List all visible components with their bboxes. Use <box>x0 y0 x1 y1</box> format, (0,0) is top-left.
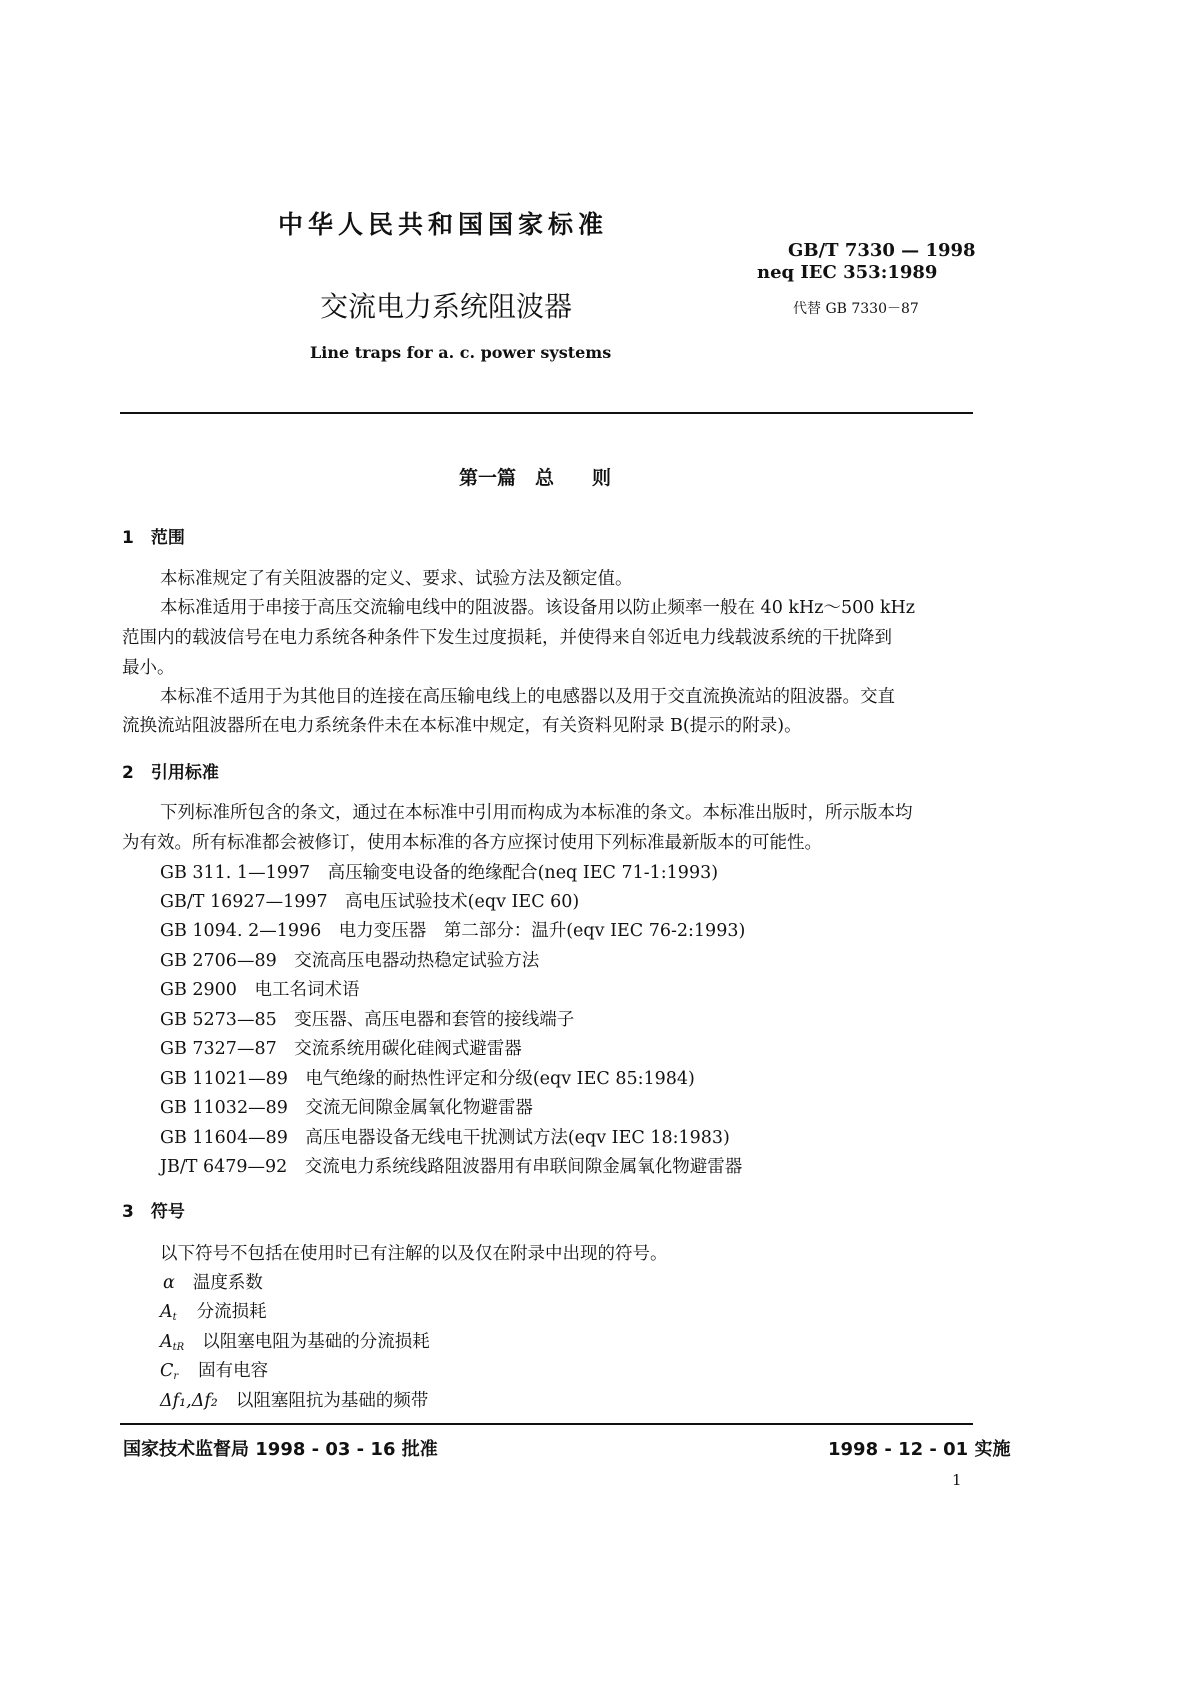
document-title: 交流电力系统阻波器 <box>320 290 573 323</box>
section-3-intro: 以下符号不包括在使用时已有注解的以及仅在附录中出现的符号。 <box>160 1244 668 1264</box>
section-2-para-line-1: 下列标准所包含的条文，通过在本标准中引用而构成为本标准的条文。本标准出版时，所示版本均 <box>160 803 913 823</box>
symbol-row <box>160 1360 268 1388</box>
reference-item: GB 11021—89 电气绝缘的耐热性评定和分级(eqv IEC 85:1984) <box>160 1069 695 1089</box>
part-title: 第一篇 总 则 <box>459 467 612 489</box>
symbol-description: 以阻塞阻抗为基础的频带 <box>235 1391 429 1411</box>
section-2-heading: 2 引用标准 <box>122 763 219 783</box>
symbol: Δf₁,Δf₂ <box>160 1391 218 1411</box>
section-1-para-3-line-1: 本标准不适用于为其他目的连接在高压输电线上的电感器以及用于交直流换流站的阻波器。交直 <box>160 687 895 707</box>
page-number: 1 <box>952 1471 962 1489</box>
reference-item: GB 311. 1—1997 高压输变电设备的绝缘配合(neq IEC 71-1:1993) <box>160 863 719 883</box>
symbol-description: 以阻塞电阻为基础的分流损耗 <box>202 1332 430 1352</box>
symbol: C <box>160 1361 174 1381</box>
reference-item: GB 7327—87 交流系统用碳化硅阀式避雷器 <box>160 1039 522 1059</box>
section-2-para-line-2: 为有效。所有标准都会被修订，使用本标准的各方应探讨使用下列标准最新版本的可能性。 <box>122 833 822 853</box>
section-1-para-3-line-2: 流换流站阻波器所在电力系统条件未在本标准中规定，有关资料见附录 B(提示的附录)。 <box>122 716 802 736</box>
symbol-description: 分流损耗 <box>196 1302 267 1322</box>
symbol-row <box>160 1301 267 1329</box>
national-standard-title: 中华人民共和国国家标准 <box>278 210 609 239</box>
approval-line: 国家技术监督局 1998 - 03 - 16 批准 <box>123 1439 438 1460</box>
section-1-para-2-line-2: 范围内的载波信号在电力系统各种条件下发生过度损耗，并使得来自邻近电力线载波系统的干扰降到 <box>122 628 892 648</box>
symbol-description: 固有电容 <box>198 1361 269 1381</box>
reference-item: JB/T 6479—92 交流电力系统线路阻波器用有串联间隙金属氧化物避雷器 <box>160 1157 743 1177</box>
reference-item: GB 5273—85 变压器、高压电器和套管的接线端子 <box>160 1010 575 1030</box>
symbol: A <box>160 1302 173 1322</box>
reference-item: GB/T 16927—1997 高电压试验技术(eqv IEC 60) <box>160 892 580 912</box>
symbol-subscript: t <box>172 1312 177 1323</box>
reference-item: GB 1094. 2—1996 电力变压器 第二部分：温升(eqv IEC 76-2:1993) <box>160 921 746 941</box>
header-rule <box>120 412 973 414</box>
reference-item: GB 11604—89 高压电器设备无线电干扰测试方法(eqv IEC 18:1983) <box>160 1128 730 1148</box>
equivalence-code: neq IEC 353:1989 <box>757 262 938 283</box>
symbol-subscript: r <box>173 1371 179 1382</box>
document-title-english: Line traps for a. c. power systems <box>310 343 612 362</box>
section-1-para-2-line-1: 本标准适用于串接于高压交流输电线中的阻波器。该设备用以防止频率一般在 40 kHz～500 kHz <box>160 598 916 618</box>
symbol-row <box>160 1331 430 1359</box>
section-1-para-1: 本标准规定了有关阻波器的定义、要求、试验方法及额定值。 <box>160 569 633 589</box>
replaces-note: 代替 GB 7330－87 <box>793 301 919 317</box>
standard-code: GB/T 7330 — 1998 <box>788 240 976 261</box>
implementation-date: 1998 - 12 - 01 实施 <box>828 1439 1011 1460</box>
reference-item: GB 2900 电工名词术语 <box>160 980 360 1000</box>
reference-item: GB 2706—89 交流高压电器动热稳定试验方法 <box>160 951 540 971</box>
reference-item: GB 11032—89 交流无间隙金属氧化物避雷器 <box>160 1098 533 1118</box>
symbol-subscript: tR <box>172 1342 185 1353</box>
symbol-row <box>163 1272 263 1294</box>
symbol-description: 温度系数 <box>192 1273 263 1293</box>
symbol: α <box>163 1273 175 1293</box>
symbol: A <box>160 1332 173 1352</box>
section-3-heading: 3 符号 <box>122 1202 185 1222</box>
symbol-row <box>160 1390 428 1412</box>
section-1-para-2-line-3: 最小。 <box>122 658 175 678</box>
footer-rule <box>120 1423 973 1425</box>
section-1-heading: 1 范围 <box>122 528 185 548</box>
